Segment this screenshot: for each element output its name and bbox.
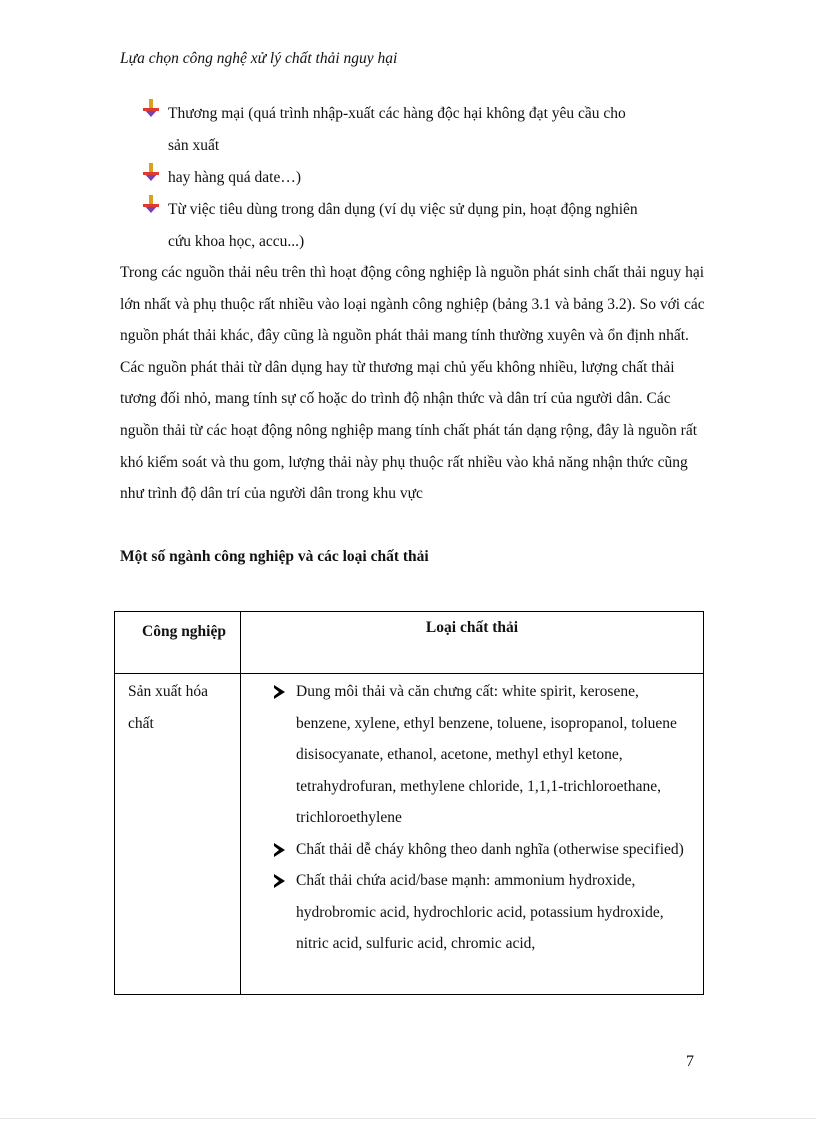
waste-list-item: Chất thải chứa acid/base mạnh: ammonium hydroxide, hydrobromic acid, hydrochloric acid, potassium hydroxide, nitric acid, sulfuric acid, chromic acid,	[241, 865, 693, 960]
table-row	[115, 674, 704, 995]
table-title: Một số ngành công nghiệp và các loại chất thải	[120, 548, 429, 565]
bullet-item-commerce	[142, 98, 712, 161]
pushpin-arrow-icon	[142, 162, 162, 186]
bullet-text: Từ việc tiêu dùng trong dân dụng (ví dụ việc sử dụng pin, hoạt động nghiên cứu khoa học, accu...)	[168, 201, 638, 250]
header-waste-type: Loại chất thải	[241, 612, 704, 674]
body-paragraph: Trong các nguồn thải nêu trên thì hoạt động công nghiệp là nguồn phát sinh chất thải nguy hại lớn nhất và phụ thuộc rất nhiều vào loại ngành công nghiệp (bảng 3.1 và bảng 3.2). So với các nguồn phát thải khác, đây cũng là nguồn phát thải mang tính thường xuyên và ổn định nhất. Các nguồn phát thải từ dân dụng hay từ thương mại chủ yếu không nhiều, lượng chất thải tương đối nhỏ, mang tính sự cố hoặc do trình độ nhận thức và dân trí của người dân. Các nguồn thải từ các hoạt động nông nghiệp mang tính chất phát tán dạng rộng, đây là nguồn rất khó kiểm soát và thu gom, lượng thải này phụ thuộc rất nhiều vào khả năng nhận thức cũng như trình độ dân trí của người dân trong khu vực	[120, 264, 705, 503]
waste-list-item: Chất thải dễ cháy không theo danh nghĩa (otherwise specified)	[241, 834, 693, 866]
arrow-bullet-icon	[274, 874, 285, 888]
pushpin-arrow-icon	[142, 98, 162, 122]
running-header: Lựa chọn công nghệ xử lý chất thải nguy hại	[120, 50, 398, 67]
page-bottom-divider	[0, 1118, 816, 1119]
bullet-item-household	[142, 194, 712, 257]
bullet-item-expired-goods	[142, 162, 712, 194]
table-header-row	[115, 612, 704, 674]
cell-wastes	[241, 674, 704, 995]
bullet-text: Thương mại (quá trình nhập-xuất các hàng độc hại không đạt yêu cầu cho sản xuất	[168, 105, 626, 154]
arrow-bullet-icon	[274, 843, 285, 857]
waste-list-item: Dung môi thải và căn chưng cất: white spirit, kerosene, benzene, xylene, ethyl benzene, toluene, isopropanol, toluene disisocyanate, ethanol, acetone, methyl ethyl ketone, tetrahydrofuran, methylene chloride, 1,1,1-trichloroethane, trichloroethylene	[241, 676, 693, 834]
arrow-bullet-icon	[274, 685, 285, 699]
header-industry: Công nghiệp	[115, 612, 241, 674]
cell-industry: Sản xuất hóa chất	[115, 674, 241, 995]
bullet-text: hay hàng quá date…)	[168, 169, 301, 186]
page-number: 7	[686, 1053, 694, 1070]
industry-waste-table	[114, 611, 704, 995]
pushpin-arrow-icon	[142, 194, 162, 218]
